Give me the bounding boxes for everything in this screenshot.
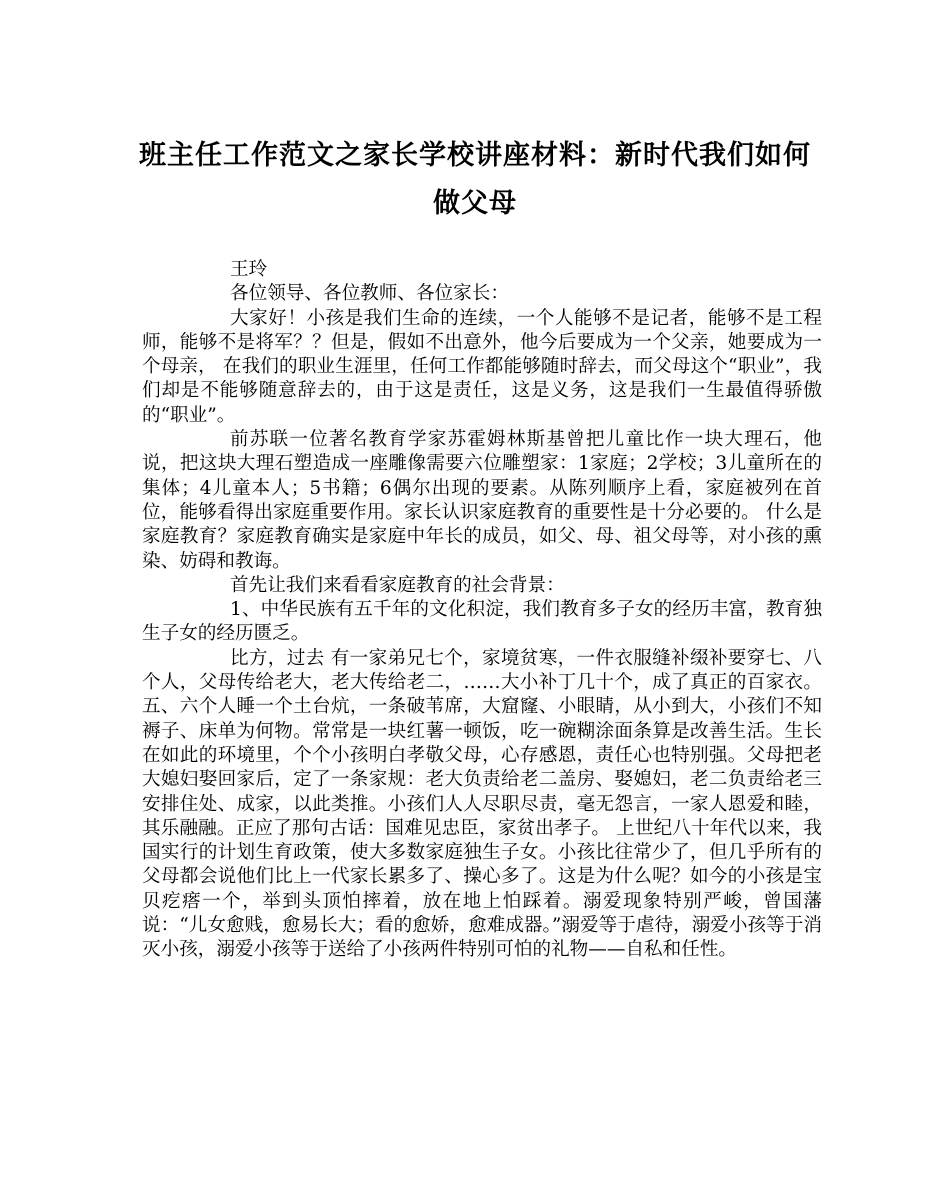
- paragraph: 首先让我们来看看家庭教育的社会背景：: [230, 574, 565, 596]
- salutation: 各位领导、各位教师、各位家长：: [230, 283, 509, 305]
- document-title: 班主任工作范文之家长学校讲座材料：新时代我们如何做父母: [139, 140, 811, 219]
- paragraph: 比方，过去 有一家弟兄七个，家境贫寒，一件衣服缝补缀补要穿七、八个人，父母传给老大，老大传给老二，……大小补丁几十个，成了真正的百家衣。五、六个人睡一个土台炕，一条破苇席，大窟窿、小眼睛，从小到大，小孩们不知褥子、床单为何物。常常是一块红薯一顿饭，吃一碗糊涂面条算是改善生活。生长在如此的环境里，个个小孩明白孝敬父母，心存感恩，责任心也特别强。父母把老大媳妇娶回家后，定了一条家规：老大负责给老二盖房、娶媳妇，老二负责给老三安排住处、成家，以此类推。小孩们人人尽职尽责，毫无怨言，一家人恩爱和睦，其乐融融。正应了那句古话：国难见忠臣，家贫出孝子。 上世纪八十年代以来，我国实行的计划生育政策，使大多数家庭独生子女。小孩比往常少了，但几乎所有的父母都会说他们比上一代家长累多了、操心多了。这是为什么呢？如今的小孩是宝贝疙瘩一个，举到头顶怕摔着，放在地上怕踩着。溺爱现象特别严峻，曾国藩说：“儿女愈贱，愈易长大；看的愈娇，愈难成器。”溺爱等于虐待，溺爱小孩等于消灭小孩，溺爱小孩等于送给了小孩两件特别可怕的礼物——自私和任性。: [142, 647, 822, 961]
- paragraph: 1、中华民族有五千年的文化积淀，我们教育多子女的经历丰富，教育独生子女的经历匮乏。: [142, 599, 822, 645]
- author-line: 王玲: [230, 259, 268, 280]
- paragraph: 前苏联一位著名教育学家苏霍姆林斯基曾把儿童比作一块大理石，他说，把这块大理石塑造成一座雕像需要六位雕塑家：1家庭；2学校；3儿童所在的集体；4儿童本人；5书籍；6偶尔出现的要素。从陈列顺序上看，家庭被列在首位，能够看得出家庭重要作用。家长认识家庭教育的重要性是十分必要的。 什么是家庭教育？家庭教育确实是家庭中年长的成员，如父、母、祖父母等，对小孩的熏染、妨碍和教诲。: [142, 429, 822, 572]
- paragraph: 大家好！小孩是我们生命的连续，一个人能够不是记者，能够不是工程师，能够不是将军？？但是，假如不出意外，他今后要成为一个父亲，她要成为一个母亲， 在我们的职业生涯里，任何工作都能够随时辞去，而父母这个“职业”，我们却是不能够随意辞去的，由于这是责任，这是义务，这是我们一生最值得骄傲的“职业”。: [142, 307, 822, 426]
- document-body: [142, 258, 822, 963]
